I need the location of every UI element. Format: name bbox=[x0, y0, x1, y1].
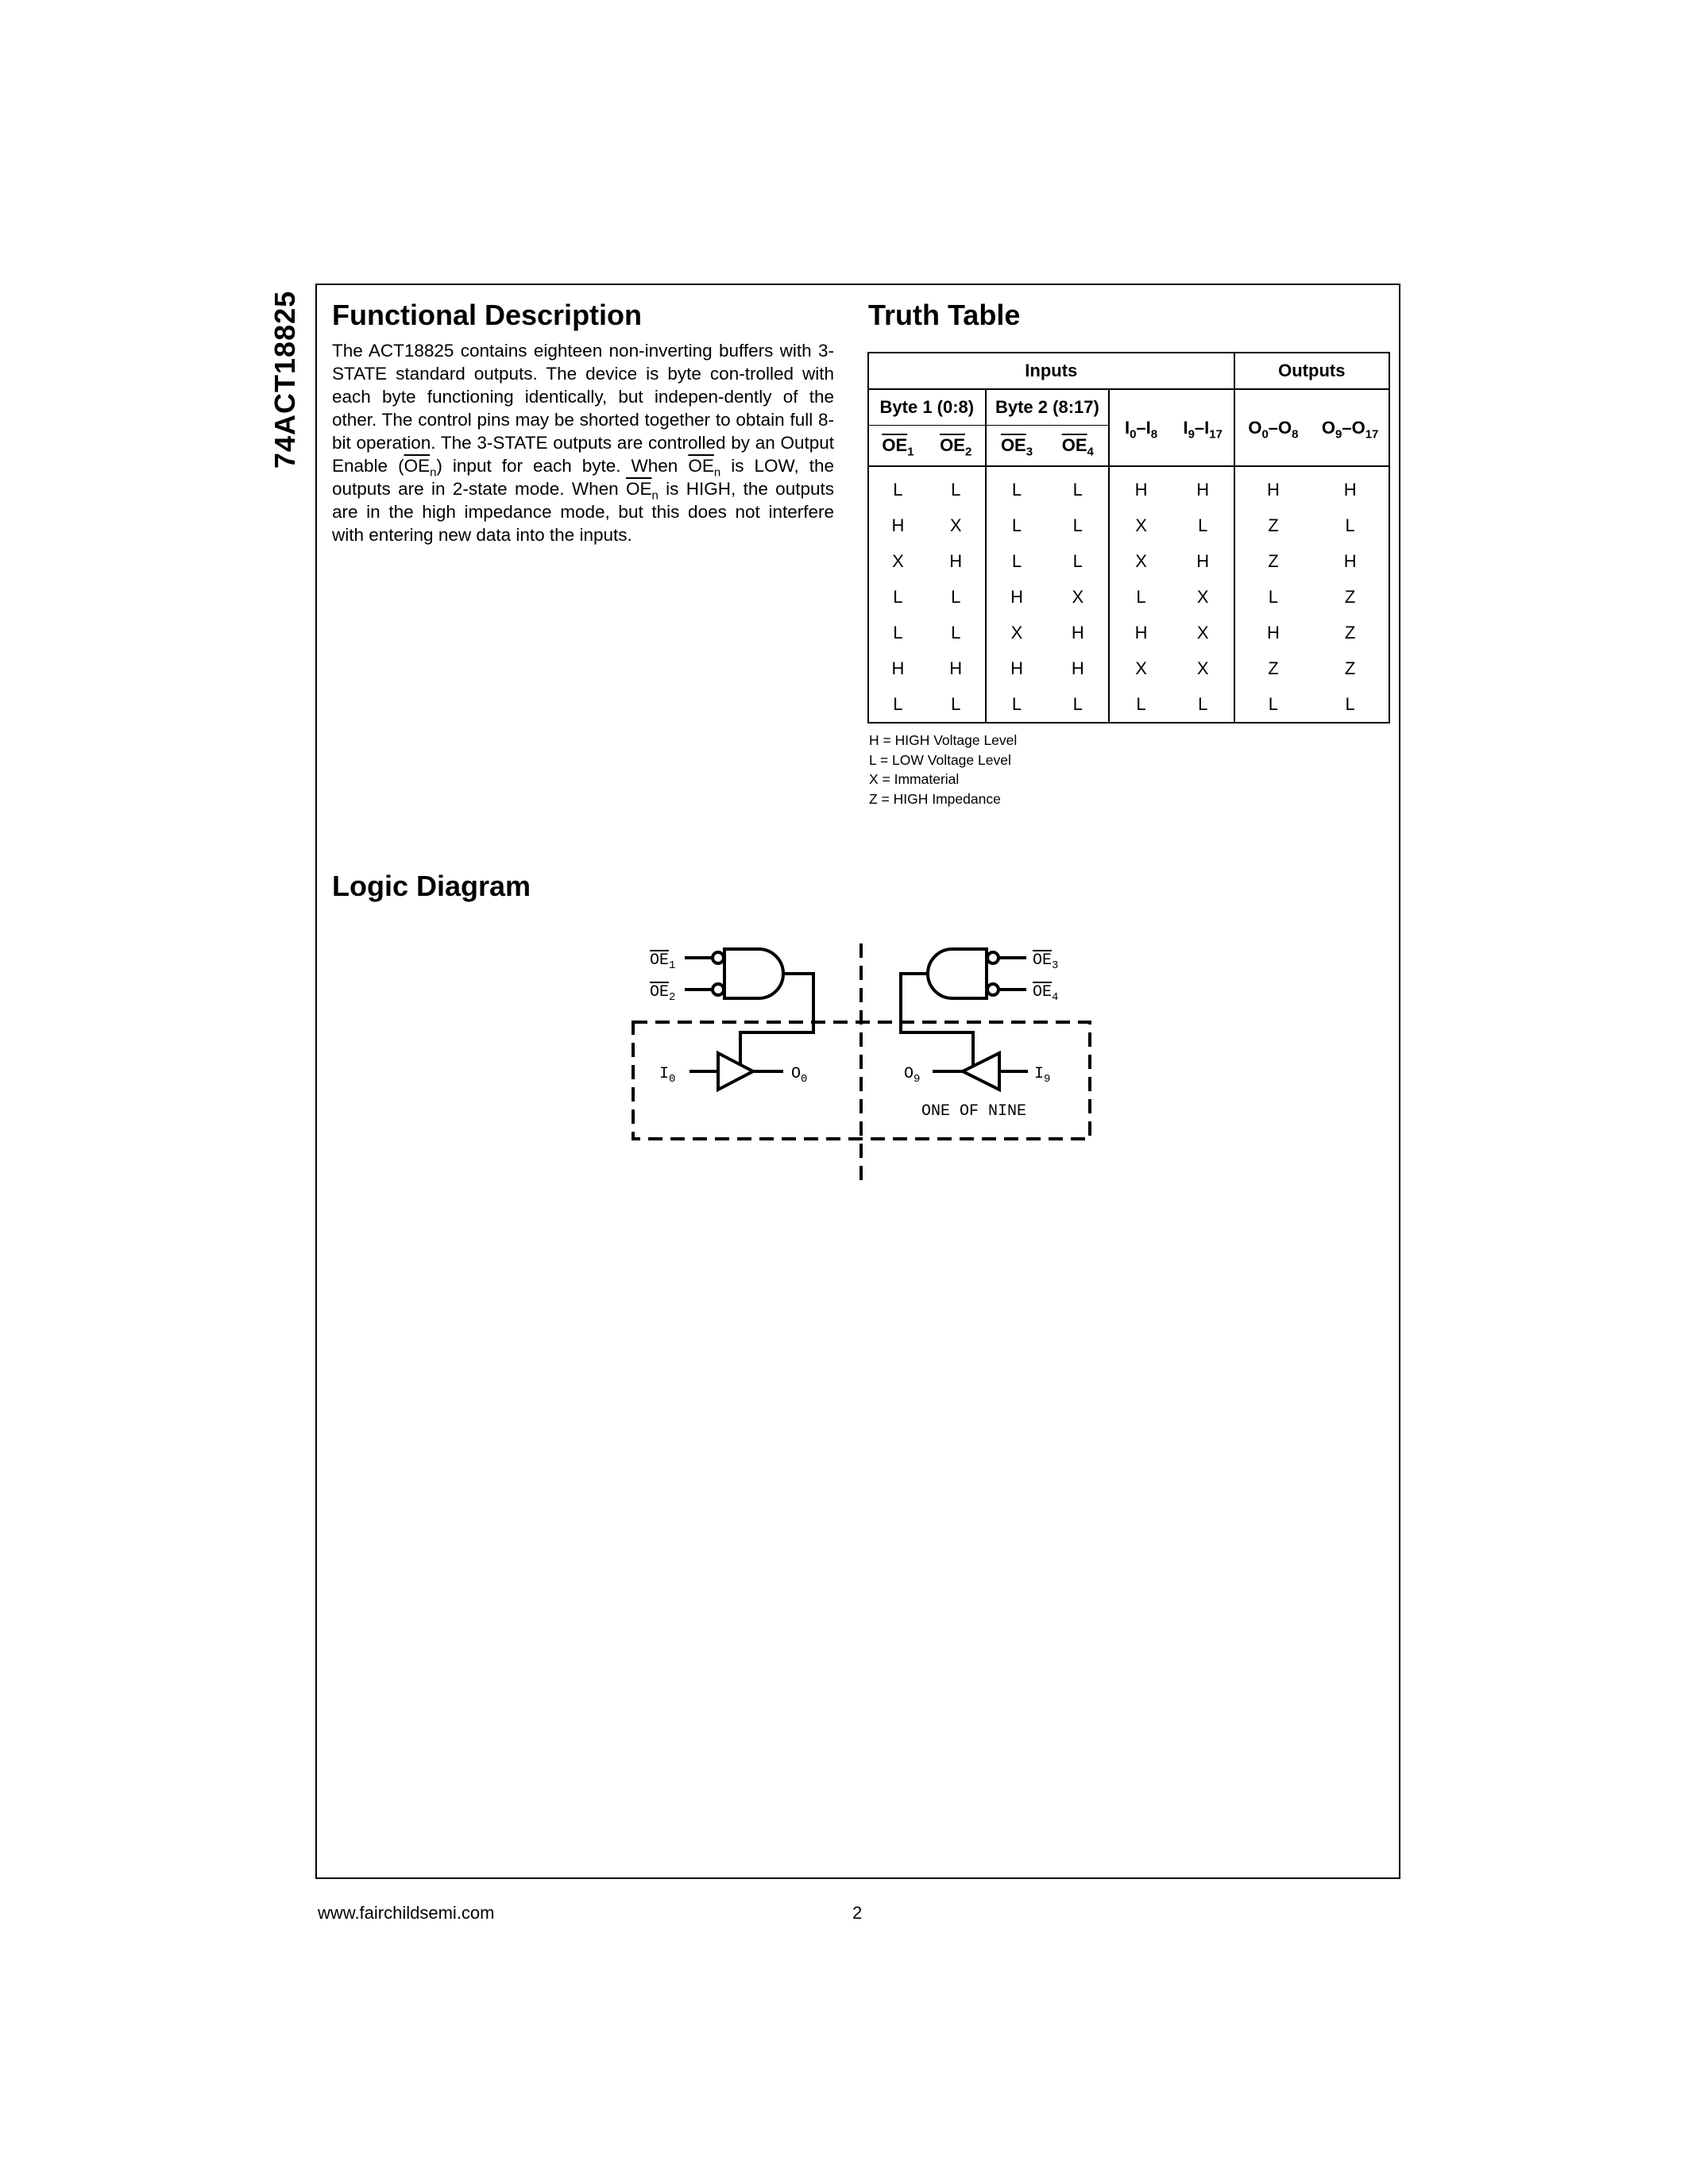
label-o9: $O_9$ bbox=[904, 1065, 921, 1086]
legend-item: H = HIGH Voltage Level bbox=[869, 732, 1018, 748]
and-gate-left bbox=[685, 949, 813, 1068]
truth-table-heading: Truth Table bbox=[868, 299, 1021, 331]
truth-table bbox=[867, 352, 1390, 723]
label-oe2: $OE_2$ bbox=[650, 983, 676, 1004]
label-o0: $O_0$ bbox=[791, 1065, 808, 1086]
table-cell: L bbox=[1234, 579, 1312, 615]
table-cell: H bbox=[986, 650, 1048, 686]
table-cell: Z bbox=[1234, 650, 1312, 686]
table-cell: H bbox=[1196, 550, 1210, 571]
footer-url[interactable]: www.fairchildsemi.com bbox=[318, 1903, 495, 1923]
table-row bbox=[868, 686, 1389, 723]
table-cell: Z bbox=[1344, 586, 1356, 607]
table-cell: X bbox=[892, 550, 904, 571]
col-oe4: $\overline{OE}_4$ bbox=[1047, 426, 1109, 467]
table-cell: H bbox=[949, 658, 963, 678]
buffer-right bbox=[933, 1053, 1028, 1090]
col-oe3: $\overline{OE}_3$ bbox=[986, 426, 1048, 467]
functional-description-text: The ACT18825 contains eighteen non-inverting buffers with 3-STATE standard outputs. The device is byte con-trolled with each byte functioning identically, but indepen-dently of the other. The control pins may be shorted together to obtain full 8-bit operation. The 3-STATE outputs are controlled by an Output Enable $(\overline{OE}_n)$ input for each byte. When $\overline{OE}_n$ is LOW, the outputs are in 2-state mode. When $\overline{OE}_n$ is HIGH, the outputs are in the high impedance mode, but this does not interfere with entering new data into the inputs. bbox=[332, 341, 834, 545]
truth-table-legend bbox=[869, 731, 1017, 808]
inputs-header: Inputs bbox=[868, 353, 1234, 389]
table-cell: L bbox=[986, 507, 1048, 543]
table-cell: H bbox=[1109, 466, 1172, 507]
table-cell: Z bbox=[1234, 507, 1312, 543]
legend-item: X = Immaterial bbox=[869, 771, 960, 787]
table-cell: L bbox=[1345, 693, 1355, 714]
table-cell: X bbox=[1196, 658, 1209, 678]
logic-diagram-heading: Logic Diagram bbox=[332, 870, 531, 902]
table-cell: L bbox=[1234, 686, 1312, 723]
legend-item: L = LOW Voltage Level bbox=[869, 751, 1011, 768]
page-number: 2 bbox=[852, 1903, 863, 1923]
table-cell: L bbox=[1072, 515, 1083, 535]
table-row bbox=[868, 579, 1389, 615]
table-cell: L bbox=[1198, 693, 1208, 714]
col-oe2: $\overline{OE}_2$ bbox=[927, 426, 986, 467]
table-row bbox=[868, 615, 1389, 650]
table-cell: L bbox=[951, 586, 961, 607]
table-cell: L bbox=[893, 693, 903, 714]
col-i0-i8: $I_0-I_8$ bbox=[1109, 389, 1172, 466]
label-i9: $I_9$ bbox=[1034, 1065, 1051, 1086]
and-gate-right bbox=[901, 949, 1026, 1068]
buffer-left bbox=[689, 1053, 783, 1090]
table-cell: H bbox=[1343, 550, 1357, 571]
legend-item: Z = HIGH Impedance bbox=[869, 790, 1001, 807]
table-cell: H bbox=[986, 579, 1048, 615]
outputs-header: Outputs bbox=[1234, 353, 1389, 389]
table-cell: X bbox=[949, 515, 962, 535]
table-row bbox=[868, 650, 1389, 686]
table-cell: H bbox=[891, 658, 905, 678]
table-row bbox=[868, 466, 1389, 507]
table-cell: H bbox=[1109, 615, 1172, 650]
col-oe1: $\overline{OE}_1$ bbox=[868, 426, 927, 467]
table-cell: L bbox=[1345, 515, 1355, 535]
table-cell: X bbox=[1196, 622, 1209, 642]
table-cell: L bbox=[951, 693, 961, 714]
col-o9-o17: $O_9-O_{17}$ bbox=[1311, 389, 1389, 466]
table-cell: Z bbox=[1344, 622, 1356, 642]
table-cell: L bbox=[1109, 686, 1172, 723]
table-cell: L bbox=[1109, 579, 1172, 615]
side-title: 74ACT18825 bbox=[268, 290, 301, 469]
table-cell: L bbox=[1072, 479, 1083, 500]
table-cell: L bbox=[986, 466, 1048, 507]
table-cell: X bbox=[1196, 586, 1209, 607]
table-cell: L bbox=[951, 622, 961, 642]
byte1-header: Byte 1 (0:8) bbox=[868, 389, 986, 426]
table-cell: X bbox=[1072, 586, 1084, 607]
table-cell: H bbox=[891, 515, 905, 535]
table-cell: X bbox=[986, 615, 1048, 650]
table-cell: H bbox=[949, 550, 963, 571]
table-cell: X bbox=[1109, 650, 1172, 686]
table-cell: H bbox=[1234, 466, 1312, 507]
table-row bbox=[868, 507, 1389, 543]
table-cell: X bbox=[1109, 507, 1172, 543]
table-row bbox=[868, 543, 1389, 579]
table-cell: L bbox=[893, 479, 903, 500]
table-cell: L bbox=[1198, 515, 1208, 535]
table-cell: Z bbox=[1234, 543, 1312, 579]
table-cell: L bbox=[951, 479, 961, 500]
label-oe4: $OE_4$ bbox=[1033, 983, 1059, 1004]
table-cell: L bbox=[986, 543, 1048, 579]
table-cell: H bbox=[1071, 658, 1084, 678]
label-oe3: $OE_3$ bbox=[1033, 951, 1059, 972]
table-cell: H bbox=[1196, 479, 1210, 500]
col-o0-o8: $O_0-O_8$ bbox=[1234, 389, 1312, 466]
col-i9-i17: $I_9-I_{17}$ bbox=[1172, 389, 1234, 466]
table-cell: H bbox=[1071, 622, 1084, 642]
table-cell: H bbox=[1343, 479, 1357, 500]
table-cell: H bbox=[1234, 615, 1312, 650]
table-cell: L bbox=[893, 586, 903, 607]
table-cell: L bbox=[986, 686, 1048, 723]
table-cell: X bbox=[1109, 543, 1172, 579]
label-oe1: $OE_1$ bbox=[650, 951, 676, 972]
table-cell: L bbox=[1072, 550, 1083, 571]
table-cell: L bbox=[893, 622, 903, 642]
table-cell: L bbox=[1072, 693, 1083, 714]
byte2-header: Byte 2 (8:17) bbox=[986, 389, 1110, 426]
label-i0: $I_0$ bbox=[659, 1065, 676, 1086]
table-cell: Z bbox=[1344, 658, 1356, 678]
functional-description-heading: Functional Description bbox=[332, 299, 643, 331]
caption-one-of-nine: ONE OF NINE bbox=[921, 1102, 1027, 1121]
logic-diagram bbox=[620, 929, 1112, 1191]
